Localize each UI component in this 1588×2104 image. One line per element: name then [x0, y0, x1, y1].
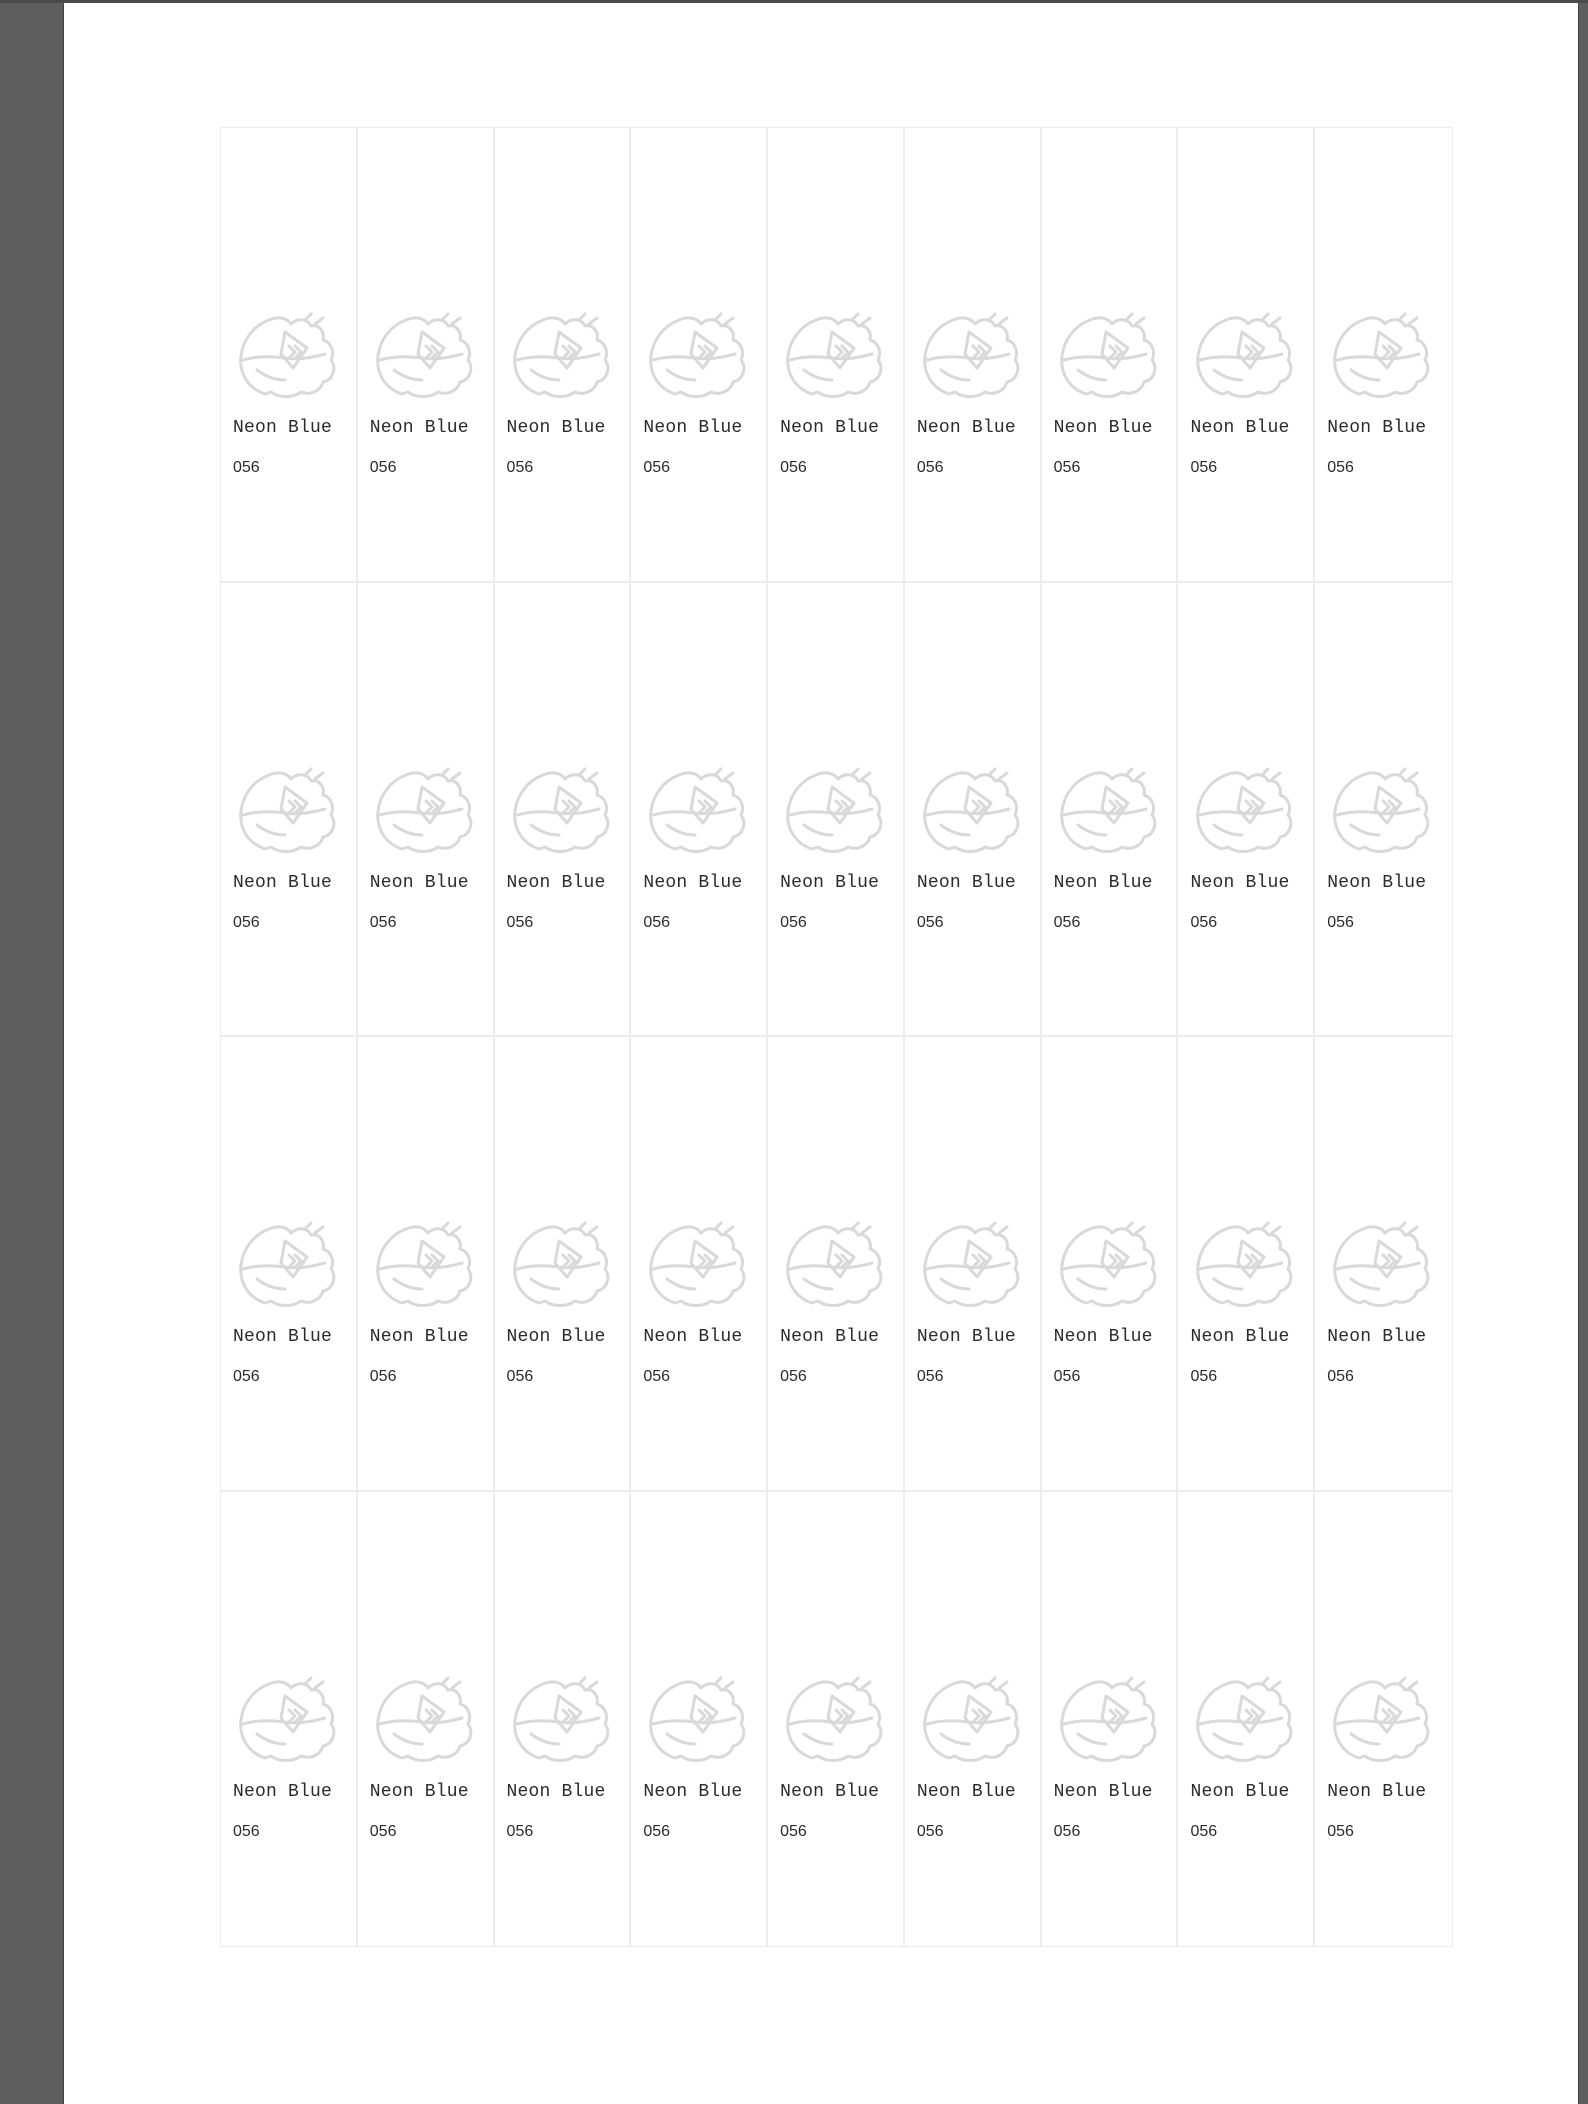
color-name: Neon Blue: [233, 872, 333, 893]
leaf-arrow-logo-icon: [372, 1674, 476, 1764]
leaf-arrow-logo-icon: [645, 310, 749, 400]
color-name: Neon Blue: [369, 1327, 469, 1347]
leaf-arrow-logo-icon: [1329, 310, 1433, 400]
label-cell: [905, 1037, 1042, 1492]
color-name: Neon Blue: [1327, 418, 1427, 438]
leaf-arrow-logo-icon: [509, 1219, 613, 1309]
label-sheet: [220, 127, 1453, 1947]
leaf-arrow-logo-icon: [919, 1674, 1023, 1764]
color-code: 056: [506, 1368, 534, 1385]
color-code: 056: [233, 913, 260, 931]
label-cell: [221, 583, 358, 1038]
leaf-arrow-logo-icon: [235, 1674, 339, 1764]
color-code: 056: [780, 459, 807, 476]
leaf-arrow-logo-icon: [1192, 1674, 1296, 1764]
color-code: 056: [233, 1822, 260, 1840]
color-name: Neon Blue: [506, 872, 606, 893]
color-code: 056: [780, 1368, 807, 1385]
leaf-arrow-logo-icon: [1056, 1219, 1160, 1309]
leaf-arrow-logo-icon: [1056, 765, 1160, 855]
label-cell: [358, 1037, 495, 1492]
leaf-arrow-logo-icon: [1329, 1674, 1433, 1764]
color-code: 056: [780, 913, 807, 931]
leaf-arrow-logo-icon: [509, 765, 613, 855]
color-name: Neon Blue: [233, 1781, 333, 1802]
color-name: Neon Blue: [916, 1781, 1016, 1802]
color-name: Neon Blue: [1190, 1781, 1290, 1802]
color-code: 056: [643, 1822, 671, 1840]
leaf-arrow-logo-icon: [1056, 1674, 1160, 1764]
color-name: Neon Blue: [1053, 872, 1153, 893]
color-code: 056: [780, 1822, 807, 1840]
color-name: Neon Blue: [1053, 418, 1153, 438]
leaf-arrow-logo-icon: [645, 765, 749, 855]
color-code: 056: [369, 913, 397, 931]
label-cell: [495, 1037, 632, 1492]
color-name: Neon Blue: [780, 1781, 880, 1802]
color-name: Neon Blue: [233, 418, 333, 438]
label-cell: [358, 128, 495, 583]
color-name: Neon Blue: [1190, 872, 1290, 893]
color-name: Neon Blue: [506, 1781, 606, 1802]
label-cell: [1178, 1492, 1315, 1947]
label-cell: [768, 1492, 905, 1947]
color-code: 056: [233, 1368, 260, 1385]
color-name: Neon Blue: [643, 1781, 743, 1802]
label-cell: [1315, 128, 1452, 583]
leaf-arrow-logo-icon: [509, 310, 613, 400]
label-cell: [1315, 583, 1452, 1038]
leaf-arrow-logo-icon: [235, 765, 339, 855]
color-name: Neon Blue: [916, 872, 1016, 893]
color-code: 056: [916, 913, 944, 931]
label-cell: [221, 128, 358, 583]
label-cell: [495, 128, 632, 583]
leaf-arrow-logo-icon: [372, 1219, 476, 1309]
leaf-arrow-logo-icon: [509, 1674, 613, 1764]
color-code: 056: [1327, 1368, 1354, 1385]
color-code: 056: [1190, 913, 1218, 931]
label-cell: [631, 583, 768, 1038]
label-cell: [1178, 128, 1315, 583]
color-code: 056: [916, 1822, 944, 1840]
leaf-arrow-logo-icon: [919, 765, 1023, 855]
color-name: Neon Blue: [1053, 1327, 1153, 1347]
color-name: Neon Blue: [780, 1327, 880, 1347]
label-cell: [495, 1492, 632, 1947]
label-cell: [905, 1492, 1042, 1947]
color-code: 056: [1327, 1822, 1354, 1840]
color-code: 056: [506, 459, 534, 476]
color-name: Neon Blue: [506, 1327, 606, 1347]
color-code: 056: [506, 1822, 534, 1840]
leaf-arrow-logo-icon: [919, 1219, 1023, 1309]
leaf-arrow-logo-icon: [372, 765, 476, 855]
color-code: 056: [1190, 1822, 1218, 1840]
color-code: 056: [916, 459, 944, 476]
leaf-arrow-logo-icon: [1329, 765, 1433, 855]
label-cell: [1042, 1037, 1179, 1492]
leaf-arrow-logo-icon: [1192, 765, 1296, 855]
color-code: 056: [233, 459, 260, 476]
color-name: Neon Blue: [506, 418, 606, 438]
color-code: 056: [1053, 1822, 1081, 1840]
color-name: Neon Blue: [369, 872, 469, 893]
leaf-arrow-logo-icon: [1329, 1219, 1433, 1309]
color-name: Neon Blue: [643, 872, 743, 893]
label-cell: [1042, 583, 1179, 1038]
label-cell: [1178, 1037, 1315, 1492]
color-name: Neon Blue: [1327, 1781, 1427, 1802]
color-name: Neon Blue: [643, 1327, 743, 1347]
label-cell: [1315, 1037, 1452, 1492]
color-code: 056: [916, 1368, 944, 1385]
color-code: 056: [643, 459, 671, 476]
color-code: 056: [1053, 459, 1081, 476]
color-code: 056: [1327, 913, 1354, 931]
color-code: 056: [643, 1368, 671, 1385]
label-cell: [1042, 128, 1179, 583]
label-cell: [358, 583, 495, 1038]
color-name: Neon Blue: [916, 418, 1016, 438]
color-name: Neon Blue: [1190, 418, 1290, 438]
label-cell: [1315, 1492, 1452, 1947]
leaf-arrow-logo-icon: [919, 310, 1023, 400]
color-name: Neon Blue: [1327, 1327, 1427, 1347]
leaf-arrow-logo-icon: [782, 310, 886, 400]
leaf-arrow-logo-icon: [1056, 310, 1160, 400]
color-code: 056: [369, 1822, 397, 1840]
color-name: Neon Blue: [780, 418, 880, 438]
document-page: [64, 3, 1578, 2104]
leaf-arrow-logo-icon: [782, 1219, 886, 1309]
color-name: Neon Blue: [916, 1327, 1016, 1347]
leaf-arrow-logo-icon: [645, 1674, 749, 1764]
color-name: Neon Blue: [1190, 1327, 1290, 1347]
color-code: 056: [1190, 1368, 1218, 1385]
label-cell: [631, 1037, 768, 1492]
label-cell: [905, 128, 1042, 583]
color-name: Neon Blue: [1327, 872, 1427, 893]
label-cell: [768, 583, 905, 1038]
label-cell: [358, 1492, 495, 1947]
label-cell: [768, 1037, 905, 1492]
leaf-arrow-logo-icon: [1192, 1219, 1296, 1309]
label-cell: [221, 1492, 358, 1947]
label-cell: [1178, 583, 1315, 1038]
color-name: Neon Blue: [780, 872, 880, 893]
color-code: 056: [369, 1368, 397, 1385]
color-code: 056: [1190, 459, 1218, 476]
leaf-arrow-logo-icon: [782, 765, 886, 855]
leaf-arrow-logo-icon: [235, 1219, 339, 1309]
color-code: 056: [1053, 913, 1081, 931]
label-cell: [631, 1492, 768, 1947]
color-name: Neon Blue: [233, 1327, 333, 1347]
label-cell: [495, 583, 632, 1038]
leaf-arrow-logo-icon: [645, 1219, 749, 1309]
label-cell: [768, 128, 905, 583]
leaf-arrow-logo-icon: [1192, 310, 1296, 400]
color-name: Neon Blue: [369, 1781, 469, 1802]
color-code: 056: [506, 913, 534, 931]
leaf-arrow-logo-icon: [235, 310, 339, 400]
color-code: 056: [369, 459, 397, 476]
label-cell: [631, 128, 768, 583]
color-code: 056: [1053, 1368, 1081, 1385]
leaf-arrow-logo-icon: [372, 310, 476, 400]
color-code: 056: [1327, 459, 1354, 476]
color-name: Neon Blue: [643, 418, 743, 438]
label-cell: [1042, 1492, 1179, 1947]
color-name: Neon Blue: [1053, 1781, 1153, 1802]
color-code: 056: [643, 913, 671, 931]
label-cell: [905, 583, 1042, 1038]
label-cell: [221, 1037, 358, 1492]
leaf-arrow-logo-icon: [782, 1674, 886, 1764]
color-name: Neon Blue: [369, 418, 469, 438]
